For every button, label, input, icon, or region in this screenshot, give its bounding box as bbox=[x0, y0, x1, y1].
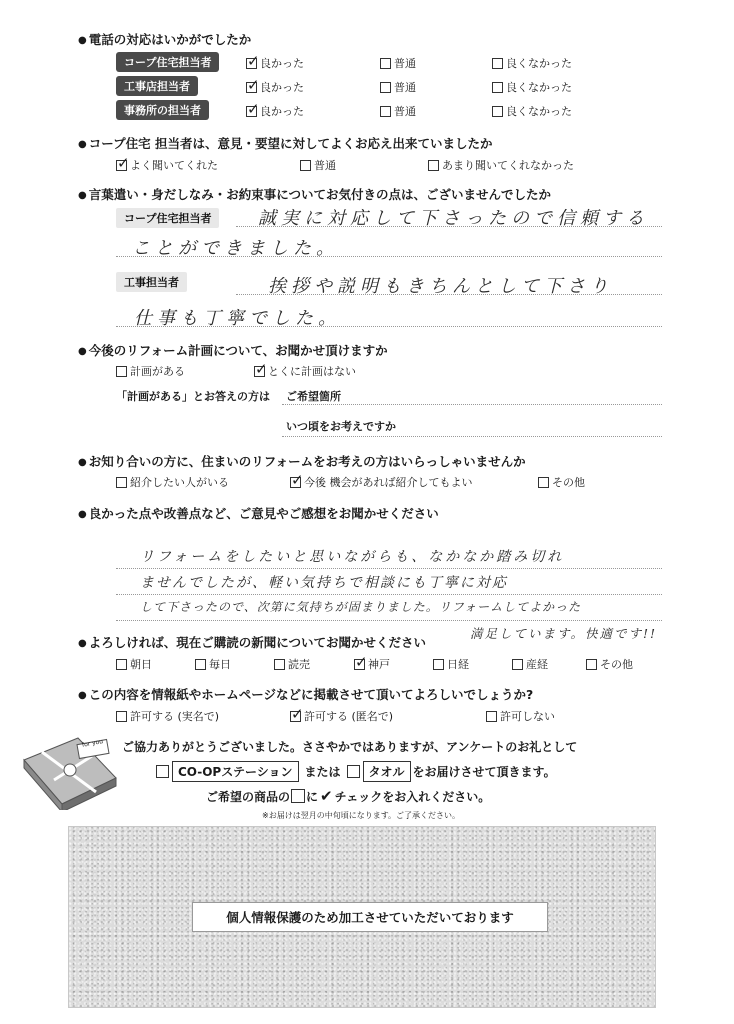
q7-option-yomiuri[interactable] bbox=[274, 656, 310, 672]
ruled-line bbox=[282, 404, 662, 405]
option-label: 普通 bbox=[394, 81, 416, 94]
footer-thanks: ご協力ありがとうございました。ささやかではありますが、アンケートのお礼として bbox=[122, 740, 578, 754]
checkbox[interactable] bbox=[538, 477, 549, 488]
option-label: 許可する (匿名で) bbox=[304, 710, 394, 723]
checkbox[interactable] bbox=[380, 106, 391, 117]
q3-coop-comment-line2[interactable]: ことができました。 bbox=[132, 238, 339, 259]
q7-option-mainichi[interactable] bbox=[195, 656, 231, 672]
checkmark-icon: ✔ bbox=[320, 787, 333, 805]
deliver-text: をお届けさせて頂きます。 bbox=[412, 765, 556, 779]
option-label: とくに計画はない bbox=[268, 365, 356, 378]
q5-option-maybe-later[interactable] bbox=[290, 474, 473, 490]
ruled-line bbox=[116, 568, 662, 569]
q1-title: ● 電話の対応はいかがでしたか bbox=[78, 30, 251, 48]
sample-checkbox-icon bbox=[291, 789, 305, 803]
option-label: 良くなかった bbox=[506, 81, 572, 94]
q2-option-normal[interactable] bbox=[300, 157, 336, 173]
q3-label-contractor: 工事担当者 bbox=[116, 272, 187, 292]
q1-row1-good[interactable] bbox=[246, 55, 304, 71]
q1-row2-bad[interactable] bbox=[492, 79, 572, 95]
q6-comment-line4[interactable]: 満足しています。快適です!! bbox=[470, 626, 658, 641]
gift-choice-row bbox=[156, 761, 556, 782]
option-label: 計画がある bbox=[130, 365, 185, 378]
checkbox-checked[interactable] bbox=[116, 160, 127, 171]
gift-coop-station-label: CO-OPステーション bbox=[172, 761, 299, 782]
q4-followup-label: 「計画がある」とお答えの方は bbox=[116, 390, 270, 403]
checkbox-checked[interactable] bbox=[290, 711, 301, 722]
q4-title: ● 今後のリフォーム計画について、お聞かせ頂けますか bbox=[78, 341, 388, 359]
q1-row-label-contractor: 工事店担当者 bbox=[116, 76, 198, 96]
checkbox[interactable] bbox=[492, 58, 503, 69]
delivery-note: ※お届けは翌月の中旬頃になります。ご了承ください。 bbox=[262, 811, 461, 820]
q7-option-sankei[interactable] bbox=[512, 656, 548, 672]
q1-row1-bad[interactable] bbox=[492, 55, 572, 71]
q1-row-label-coop: コープ住宅担当者 bbox=[116, 52, 219, 72]
gift-book-icon bbox=[20, 730, 120, 810]
option-label: 良くなかった bbox=[506, 105, 572, 118]
q6-comment-line1[interactable]: リフォームをしたいと思いながらも、なかなか踏み切れ bbox=[140, 549, 565, 565]
q5-title: ● お知り合いの方に、住まいのリフォームをお考えの方はいらっしゃいませんか bbox=[78, 452, 526, 470]
q4-option-has-plan[interactable] bbox=[116, 363, 185, 379]
q4-when-label: いつ頃をお考えですか bbox=[286, 420, 396, 433]
option-label: 神戸 bbox=[368, 658, 390, 671]
checkbox[interactable] bbox=[116, 366, 127, 377]
checkbox[interactable] bbox=[195, 659, 206, 670]
gift-book-illustration bbox=[20, 730, 120, 810]
q7-option-nikkei[interactable] bbox=[433, 656, 469, 672]
q1-row2-normal[interactable] bbox=[380, 79, 416, 95]
q3-label-coop: コープ住宅担当者 bbox=[116, 208, 219, 228]
gift-tag-text: for you bbox=[81, 738, 104, 749]
option-label: 良かった bbox=[260, 57, 304, 70]
checkbox-checked[interactable] bbox=[254, 366, 265, 377]
checkbox[interactable] bbox=[433, 659, 444, 670]
checkbox[interactable] bbox=[586, 659, 597, 670]
option-label: 産経 bbox=[526, 658, 548, 671]
ruled-line bbox=[282, 436, 662, 437]
checkbox[interactable] bbox=[492, 82, 503, 93]
q1-row3-normal[interactable] bbox=[380, 103, 416, 119]
q7-title: ● よろしければ、現在ご購読の新聞についてお聞かせください bbox=[78, 633, 426, 651]
option-label: よく聞いてくれた bbox=[130, 159, 218, 172]
option-label: 今後 機会があれば紹介してもよい bbox=[304, 476, 473, 489]
option-label: あまり聞いてくれなかった bbox=[442, 159, 574, 172]
option-label: 普通 bbox=[394, 105, 416, 118]
option-label: 日経 bbox=[447, 658, 469, 671]
checkbox[interactable] bbox=[116, 477, 127, 488]
q7-option-other[interactable] bbox=[586, 656, 633, 672]
checkbox[interactable] bbox=[428, 160, 439, 171]
option-label: その他 bbox=[552, 476, 585, 489]
option-label: 許可する (実名で) bbox=[130, 710, 220, 723]
checkbox[interactable] bbox=[486, 711, 497, 722]
q3-contractor-comment-line2[interactable]: 仕事も丁寧でした。 bbox=[134, 308, 341, 329]
q8-option-real-name[interactable] bbox=[116, 708, 219, 724]
gift-coop-station-checkbox[interactable] bbox=[156, 765, 169, 778]
q1-row3-bad[interactable] bbox=[492, 103, 572, 119]
q7-option-asahi[interactable] bbox=[116, 656, 152, 672]
checkbox[interactable] bbox=[492, 106, 503, 117]
privacy-notice: 個人情報保護のため加工させていただいております bbox=[192, 902, 548, 932]
q2-option-not-listened[interactable] bbox=[428, 157, 574, 173]
option-label: 良かった bbox=[260, 105, 304, 118]
option-label: 読売 bbox=[288, 658, 310, 671]
option-label: 良かった bbox=[260, 81, 304, 94]
q6-title: ● 良かった点や改善点など、ご意見やご感想をお聞かせください bbox=[78, 504, 439, 522]
q8-option-deny[interactable] bbox=[486, 708, 555, 724]
checkbox-checked[interactable] bbox=[246, 58, 257, 69]
q8-title: ● この内容を情報紙やホームページなどに掲載させて頂いてよろしいでしょうか? bbox=[78, 685, 533, 703]
checkbox[interactable] bbox=[512, 659, 523, 670]
checkbox[interactable] bbox=[116, 711, 127, 722]
checkbox[interactable] bbox=[274, 659, 285, 670]
checkbox[interactable] bbox=[300, 160, 311, 171]
q1-row2-good[interactable] bbox=[246, 79, 304, 95]
q2-title: ● コープ住宅 担当者は、意見・要望に対してよくお応え出来ていましたか bbox=[78, 134, 492, 152]
checkbox-checked[interactable] bbox=[246, 106, 257, 117]
option-label: 朝日 bbox=[130, 658, 152, 671]
q1-row3-good[interactable] bbox=[246, 103, 304, 119]
q7-option-kobe[interactable] bbox=[354, 656, 390, 672]
gift-towel-checkbox[interactable] bbox=[347, 765, 360, 778]
q1-row-label-office: 事務所の担当者 bbox=[116, 100, 209, 120]
q5-option-introduce[interactable] bbox=[116, 474, 229, 490]
check-instruction-post: チェックをお入れください。 bbox=[334, 789, 491, 804]
checkbox[interactable] bbox=[380, 82, 391, 93]
checkbox-checked[interactable] bbox=[290, 477, 301, 488]
q6-comment-line2[interactable]: ませんでしたが、軽い気持ちで相談にも丁寧に対応 bbox=[140, 575, 508, 591]
q1-row1-normal[interactable] bbox=[380, 55, 416, 71]
checkbox-checked[interactable] bbox=[246, 82, 257, 93]
q8-option-anonymous[interactable] bbox=[290, 708, 393, 724]
checkbox[interactable] bbox=[116, 659, 127, 670]
option-label: 紹介したい人がいる bbox=[130, 476, 229, 489]
q5-option-other[interactable] bbox=[538, 474, 585, 490]
option-label: 良くなかった bbox=[506, 57, 572, 70]
option-label: 普通 bbox=[394, 57, 416, 70]
option-label: 普通 bbox=[314, 159, 336, 172]
check-instruction-mid: に bbox=[306, 789, 319, 804]
q6-comment-line3[interactable]: して下さったので、次第に気持ちが固まりました。リフォームしてよかった bbox=[140, 600, 582, 614]
option-label: 許可しない bbox=[500, 710, 555, 723]
checkbox-checked[interactable] bbox=[354, 659, 365, 670]
option-label: 毎日 bbox=[209, 658, 231, 671]
check-instruction bbox=[206, 787, 490, 805]
checkbox[interactable] bbox=[380, 58, 391, 69]
q4-option-no-plan[interactable] bbox=[254, 363, 356, 379]
q3-contractor-comment-line1[interactable]: 挨拶や説明もきちんとして下さり bbox=[268, 276, 613, 297]
check-instruction-pre: ご希望の商品の bbox=[206, 789, 291, 804]
gift-towel-label: タオル bbox=[363, 761, 411, 782]
ruled-line bbox=[116, 594, 662, 595]
ruled-line bbox=[116, 620, 662, 621]
or-text: または bbox=[304, 765, 341, 779]
q3-title: ● 言葉遣い・身だしなみ・お約束事についてお気付きの点は、ございませんでしたか bbox=[78, 185, 551, 203]
q3-coop-comment-line1[interactable]: 誠実に対応して下さったので信頼する bbox=[258, 208, 649, 229]
q4-place-label: ご希望箇所 bbox=[286, 390, 341, 403]
q2-option-listened[interactable] bbox=[116, 157, 218, 173]
option-label: その他 bbox=[600, 658, 633, 671]
